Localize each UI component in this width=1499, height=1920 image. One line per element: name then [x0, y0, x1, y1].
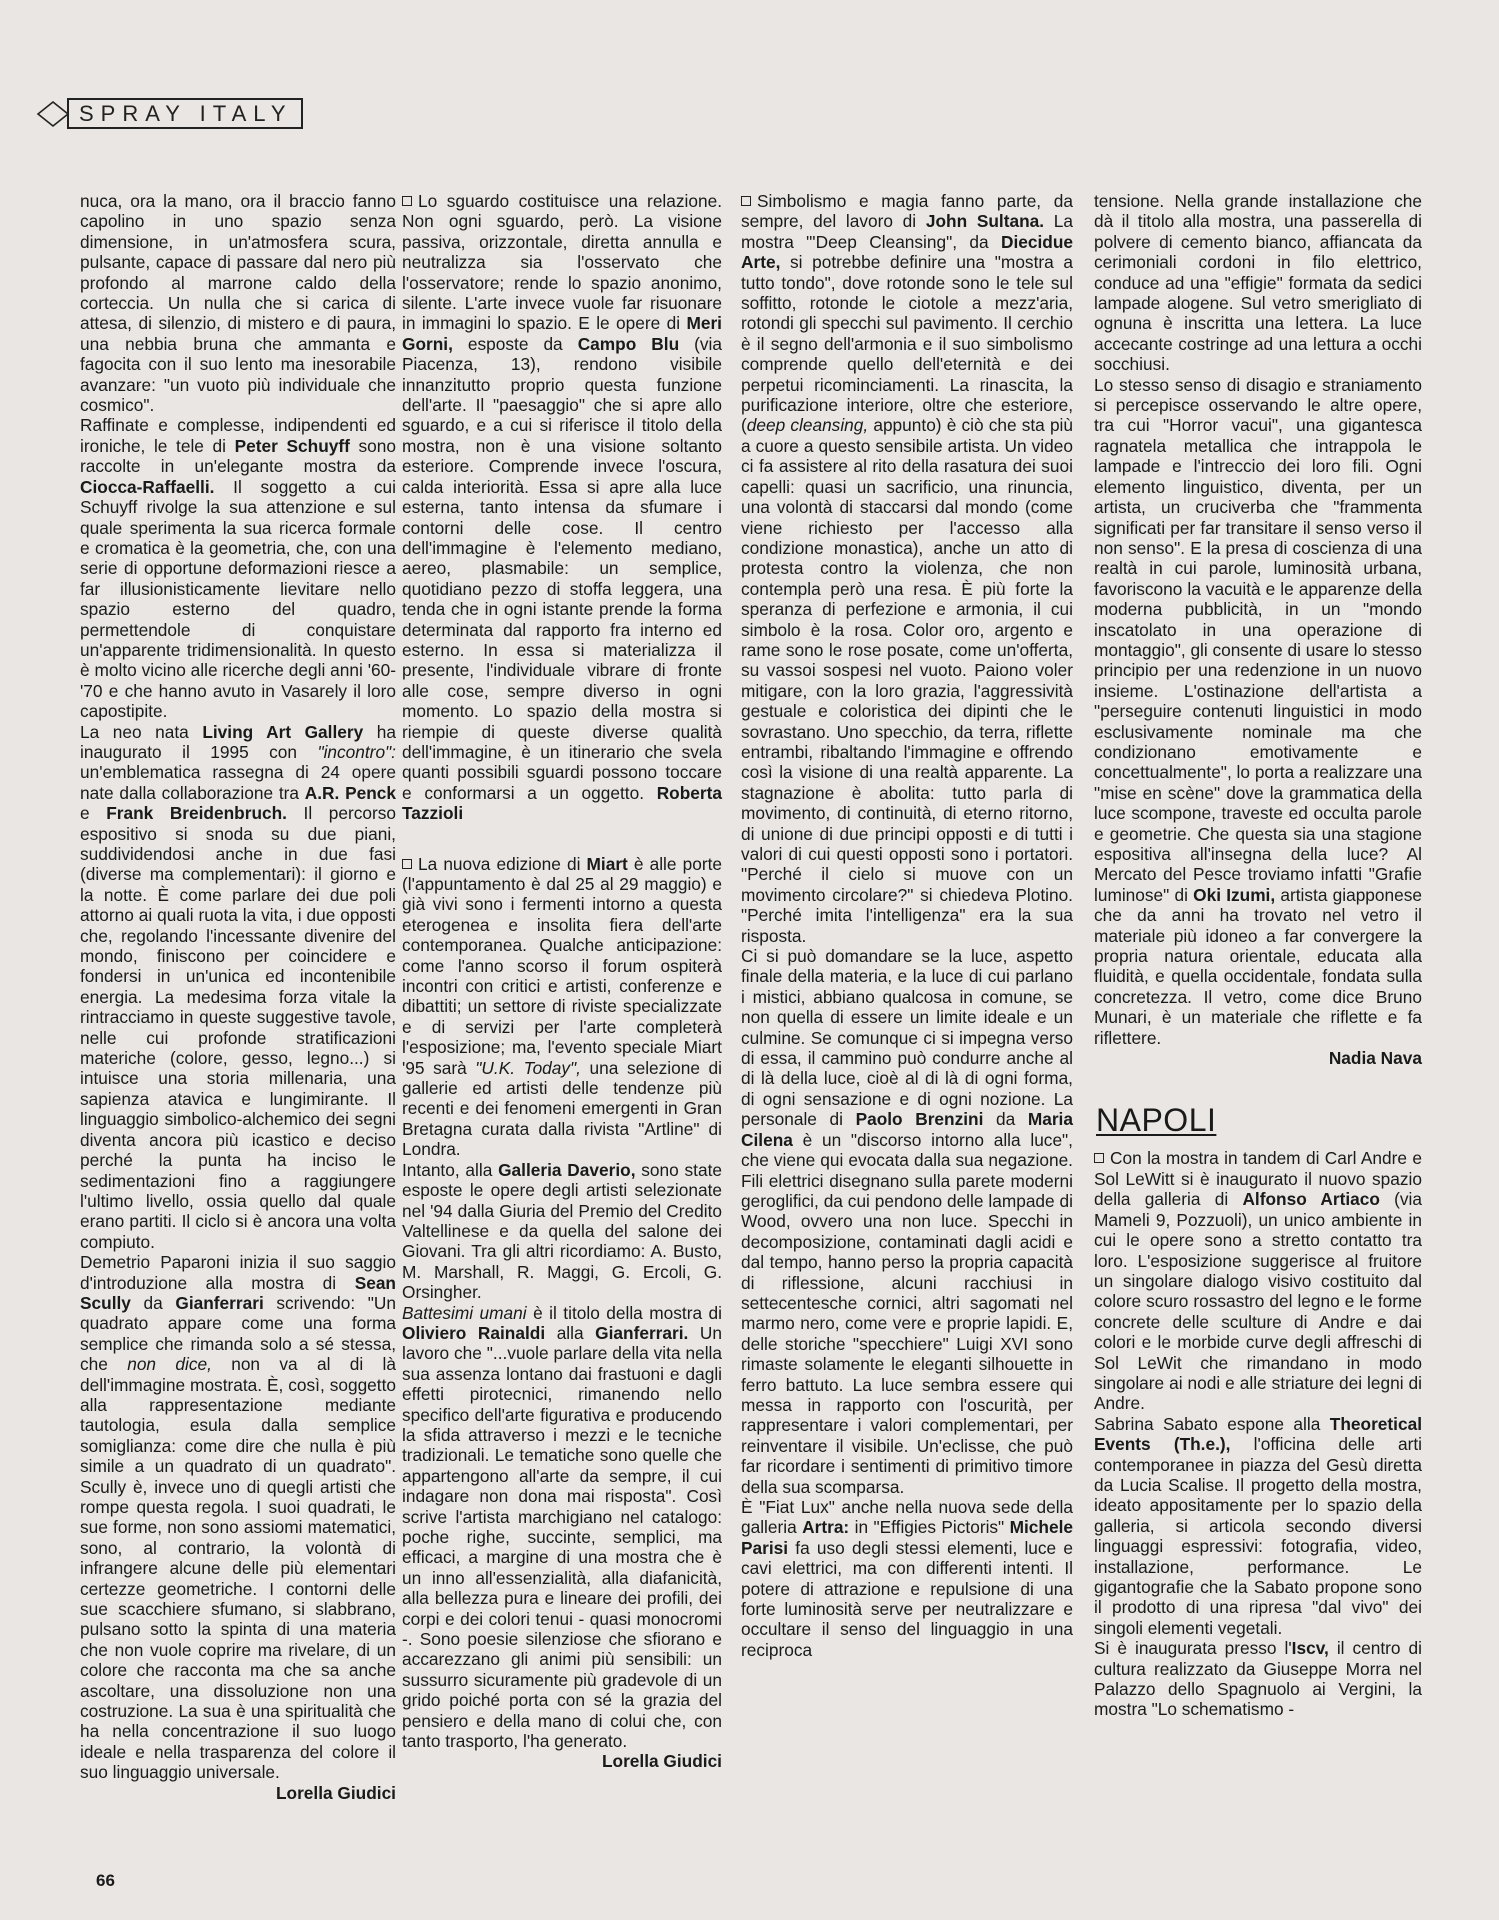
author-signature: Lorella Giudici: [601, 1751, 722, 1772]
column-1: [80, 191, 396, 1803]
author-signature: Nadia Nava: [1328, 1048, 1422, 1069]
square-bullet-icon: [402, 196, 412, 206]
column-4: [1094, 191, 1422, 1720]
paragraph: Raffinate e complesse, indipendenti ed ironiche, le tele di Peter Schuyff sono raccolte in un'elegante mostra da Ciocca-Raffaelli. Il soggetto a cui Schuyff rivolge la sua attenzione e sul quale sperimenta la sua ricerca formale e cromatica è la geometria, che, con una serie di opportune deformazioni riesce a far illusionisticamente lievitare nello spazio esterno del quadro, permettendole di conquistare un'apparente tridimensionalità. In questo è molto vicino alle ricerche degli anni '60-'70 e che hanno avuto in Vasarely il loro capostipite.: [80, 415, 397, 722]
square-bullet-icon: [402, 859, 412, 869]
paragraph: Si è inaugurata presso l'Iscv, il centro di cultura realizzato da Giuseppe Morra nel Palazzo dello Spagnuolo ai Vergini, la mostra "Lo schematismo -: [1094, 1638, 1422, 1720]
page-number: 66: [96, 1871, 115, 1890]
paragraph: Con la mostra in tandem di Carl Andre e Sol LeWitt si è inaugurato il nuovo spazio della galleria di Alfonso Artiaco (via Mameli 9, Pozzuoli), un unico ambiente in cui le opere sono a stretto contatto tra loro. L'esposizione suggerisce al fruitore un singolare dialogo visivo costituito dal colore scuro rossastro del legno e le forme concrete delle sculture di Andre e dai colori e le morbide curve degli affreschi di Sol LeWit che rimandano in modo singolare ai nodi e alle striature dei legni di Andre.: [1094, 1148, 1423, 1414]
column-2: [402, 191, 722, 1772]
paragraph: È "Fiat Lux" anche nella nuova sede della galleria Artra: in "Effigies Pictoris" Michele Parisi fa uso degli stessi elementi, luce e cavi elettrici, ma con differenti intenti. Il potere di attrazione e repulsione di una forte luminosità serve per neutralizzare e occultare il senso del linguaggio in una reciproca: [741, 1497, 1073, 1660]
paragraph: Lo sguardo costituisce una relazione. Non ogni sguardo, però. La visione passiva, orizzontale, diretta annulla e neutralizza sia l'osservato che l'osservatore; rende lo spazio anonimo, silente. L'arte invece vuole far risuonare in immagini lo spazio. E le opere di Meri Gorni, esposte da Campo Blu (via Piacenza, 13), rendono visibile innanzitutto proprio questa funzione dell'arte. Il "paesaggio" che si apre allo sguardo, e a cui si riferisce il titolo della mostra, non è una visione soltanto esteriore. Comprende invece l'oscura, calda interiorità. Essa si apre alla luce esterna, tanto intensa da sfumare i contorni delle cose. Il centro dell'immagine è l'elemento mediano, aereo, plasmabile: un semplice, quotidiano pezzo di stoffa leggera, una tenda che in ogni istante prende la forma determinata dal rapporto fra interno ed esterno. In essa si materializza il presente, l'individuale vibrare di fronte alle cose, sempre diverso in ogni momento. Lo spazio della mostra si riempie di queste diverse qualità dell'immagine, è un itinerario che svela quanti possibili sguardi possono toccare e conformarsi a un oggetto. Roberta Tazzioli: [402, 191, 723, 824]
author-signature: Roberta Tazzioli: [402, 782, 722, 824]
paragraph: La neo nata Living Art Gallery ha inaugurato il 1995 con "incontro": un'emblematica rassegna di 24 opere nate dalla collaborazione tra A.R. Penck e Frank Breidenbruch. Il percorso espositivo si snoda su due piani, suddividendosi anche in due fasi (diverse ma complementari): il giorno e la notte. È come parlare dei due poli attorno ai quali ruota la vita, i due opposti che, regolando l'incessante divenire del mondo, finiscono per coincidere e fondersi in un'unica ed incontenibile energia. La medesima forza vitale la rintracciamo in queste suggestive tavole, nelle cui profonde stratificazioni materiche (colore, gesso, legno...) si intuisce una storia millenaria, una sapienza atavica e lungimirante. Il linguaggio simbolico-alchemico dei segni diventa ancora più icastico e deciso perché la punta ha inciso le sedimentazioni fino a raggiungere l'ultimo livello, ossia quello dal quale erano partiti. Il ciclo si è ancora una volta compiuto.: [80, 721, 397, 1252]
section-label: SPRAY ITALY: [67, 98, 303, 129]
square-bullet-icon: [1094, 1153, 1104, 1163]
paragraph: Simbolismo e magia fanno parte, da sempre, del lavoro di John Sultana. La mostra "'Deep Cleansing", da Diecidue Arte, si potrebbe definire una "mostra a tutto tondo", dove rotonde sono le tele sul soffitto, rotonde le ciotole a mezz'aria, rotondi gli specchi sul pavimento. Il cerchio è il segno dell'armonia e il suo simbolismo comprende quello dell'eternità e dei perpetui ricominciamenti. La rinascita, la purificazione interiore, oltre che esteriore, (deep cleansing, appunto) è ciò che sta più a cuore a questo sensibile artista. Un video ci fa assistere al rito della rasatura dei suoi capelli: quasi un sacrificio, una rinuncia, una volontà di staccarsi dal mondo (come viene richiesto per l'accesso alla condizione monastica), anche un atto di protesta contro la violenza, che non contempla però una resa. È più forte la speranza di perfezione e armonia, il cui simbolo è la rosa. Color oro, argento e rame sono le rose posate, come un'offerta, su vassoi sospesi nel vuoto. Paiono voler mitigare, con la loro grazia, l'aggressività gestuale e coloristica dei dipinti che le sovrastano. Uno specchio, da terra, riflette entrambi, ribaltando l'immagine e offrendo così la visione di una realtà apparente. La stagnazione è abolita: tutto parla di movimento, di continuità, di eterno ritorno, di unione di due principi opposti e di tutti i valori di cui questi opposti sono i portatori. "Perché il cielo si muove con un movimento circolare?" si chiedeva Plotino. "Perché imita l'intelligenza" era la sua risposta.: [741, 191, 1073, 946]
paragraph: nuca, ora la mano, ora il braccio fanno capolino in uno spazio senza dimensione, in un'atmosfera scura, pulsante, capace di passare dal nero più profondo al marrone caldo della corteccia. Un nulla che si carica di attesa, di silenzio, di mistero e di paura, una nebbia bruna che ammanta e fagocita con il suo lento ma inesorabile avanzare: "un vuoto più individuale che cosmico".: [80, 191, 396, 416]
author-signature: Lorella Giudici: [275, 1782, 396, 1803]
section-header: [36, 98, 303, 129]
paragraph: Intanto, alla Galleria Daverio, sono state esposte le opere degli artisti selezionate nel '94 dalla Giuria del Premio del Credito Valtellinese e da quella del salone dei Giovani. Tra gli altri ricordiamo: A. Busto, M. Marshall, R. Maggi, G. Ercoli, G. Orsingher.: [402, 1159, 722, 1303]
paragraph: Demetrio Paparoni inizia il suo saggio d'introduzione alla mostra di Sean Scully da Gianferrari scrivendo: "Un quadrato appare come una forma semplice che rimanda solo a sé stessa, che non dice, non va al di là dell'immagine mostrata. È, così, soggetto alla rappresentazione mediante tautologia, esula dalla semplice somiglianza: come dire che nulla è più simile a un quadrato di un quadrato". Scully è, invece uno di quegli artisti che rompe questa regola. I suoi quadrati, le sue forme, non sono assiomi matematici, sono, al contrario, la volontà di infrangere alcune delle più elementari certezze geometriche. I contorni delle sue scacchiere sfumano, si slabbrano, pulsano sotto la spinta di una materia che non vuole coprire ma rivelare, di un colore che racconta ma che sa anche ascoltare, una dissoluzione non una costruzione. La sua è una spiritualità che ha nella concentrazione il suo luogo ideale e nella trasparenza del colore il suo linguaggio universale.: [80, 1252, 396, 1783]
paragraph: Lo stesso senso di disagio e straniamento si percepisce osservando le altre opere, tra cui "Horror vacui", una gigantesca ragnatela metallica che intrappola le lampade e l'intreccio dei loro fili. Ogni elemento linguistico, diventa, per un artista, un cruciverba che "frammenta significati per far transitare il senso verso il non senso". E la presa di coscienza di una realtà in cui parole, luminosità urbana, favoriscono la vacuità e le apparenze della moderna pubblicità, in un "mondo inscatolato in una operazione di montaggio", gli consente di usare lo stesso principio per una redenzione in un nuovo insieme. L'ostinazione dell'artista a "perseguire contenuti linguistici in modo esclusivamente nominale ma che condizionano emotivamente e concettualmente", lo porta a realizzare una "mise en scène" dove la grammatica della luce scompone, traveste ed occulta parole e geometrie. Che questa sia una stagione espositiva all'insegna della luce? Al Mercato del Pesce troviamo infatti "Grafie luminose" di Oki Izumi, artista giapponese che da anni ha trovato nel vetro il materiale più idoneo a far convergere la propria natura orientale, educata alla fluidità, e quella occidentale, fondata sulla concretezza. Il vetro, come dice Bruno Munari, è un materiale che riflette e fa riflettere.: [1094, 374, 1422, 1048]
paragraph: Ci si può domandare se la luce, aspetto finale della materia, e la luce di cui parlano i mistici, abbiano qualcosa in comune, se non quella di essere un limite ideale e un culmine. Se comunque ci si impegna verso di essa, il cammino può condurre anche al di là della luce, cioè al di là di ogni forma, di ogni sensazione e di ogni nozione. La personale di Paolo Brenzini da Maria Cilena è un "discorso intorno alla luce", che viene qui evocata dalla sua negazione. Fili elettrici disegnano sulla parete moderni geroglifici, da cui pendono delle lampade di Wood, ovvero una non luce. Specchi in decomposizione, contaminati dagli acidi e dal tempo, hanno perso la propria capacità di riflessione, alcuni racchiusi in settecentesche cornici, altri sagomati nel marmo nero, come vere e proprie lapidi. E, delle storiche "specchiere" Luigi XVI sono rimaste solamente le eleganti silhouette in ferro battuto. La luce sembra essere qui messa in rapporto con l'oscurità, per rappresentare i valori complementari, per reinventare il visibile. Un'eclisse, che può far ricordare i sentimenti di primitivo timore della sua scomparsa.: [741, 946, 1073, 1497]
column-3: [741, 191, 1073, 1660]
paragraph: Sabrina Sabato espone alla Theoretical Events (Th.e.), l'officina delle arti contemporanee in piazza del Gesù diretta da Lucia Scalise. Il progetto della mostra, ideato appositamente per lo spazio della galleria, si articola secondo diversi linguaggi espressivi: fotografia, video, installazione, performance. Le gigantografie che la Sabato propone sono il prodotto di una ripresa "dal vivo" dei singoli elementi vegetali.: [1094, 1413, 1422, 1638]
square-bullet-icon: [741, 196, 751, 206]
paragraph: tensione. Nella grande installazione che dà il titolo alla mostra, una passerella di polvere di cemento bianco, affiancata da cerimoniali cordoni in filo elettrico, conduce ad una "effigie" formata da sedici lampade alogene. Sul vetro smerigliato di ognuna è inscritta una lettera. La luce accecante costringe ad una lettura a occhi socchiusi.: [1094, 191, 1422, 375]
paragraph: La nuova edizione di Miart è alle porte (l'appuntamento è dal 25 al 29 maggio) e già vivi sono i fermenti intorno a questa eterogenea e insolita fiera dell'arte contemporanea. Qualche anticipazione: come l'anno scorso il forum ospiterà incontri con critici e artisti, conferenze e dibattiti; un settore di riviste specializzate e di servizi per l'arte completerà l'esposizione; ma, l'evento speciale Miart '95 sarà "U.K. Today", una selezione di gallerie ed artisti delle tendenze più recenti e dei fenomeni emergenti in Gran Bretagna curata dalla rivista "Artline" di Londra.: [402, 853, 722, 1160]
paragraph: Battesimi umani è il titolo della mostra di Oliviero Rainaldi alla Gianferrari. Un lavoro che "...vuole parlare della vita nella sua assenza lontano dai frastuoni e dagli effetti pirotecnici, rimanendo nello specifico dell'arte figurativa e producendo la sfida attraverso i mezzi e le tecniche tradizionali. Le tematiche sono quelle che appartengono all'arte da sempre, il cui indagare non dona mai risposta". Così scrive l'artista marchigiano nel catalogo: poche righe, succinte, semplici, ma efficaci, a margine di una mostra che è un inno all'essenzialità, alla diafanicità, alla bellezza pura e lineare dei profili, dei corpi e dei colori tenui - quasi monocromi -. Sono poesie silenziose che sfiorano e accarezzano gli animi più sensibili: un sussurro sicuramente più gradevole di un grido poiché porta con sé la grazia del pensiero e della mano di colui che, con tanto trasporto, l'ha generato.: [402, 1302, 722, 1752]
section-title-napoli: NAPOLI: [1096, 1102, 1217, 1139]
diamond-icon: [36, 99, 70, 129]
